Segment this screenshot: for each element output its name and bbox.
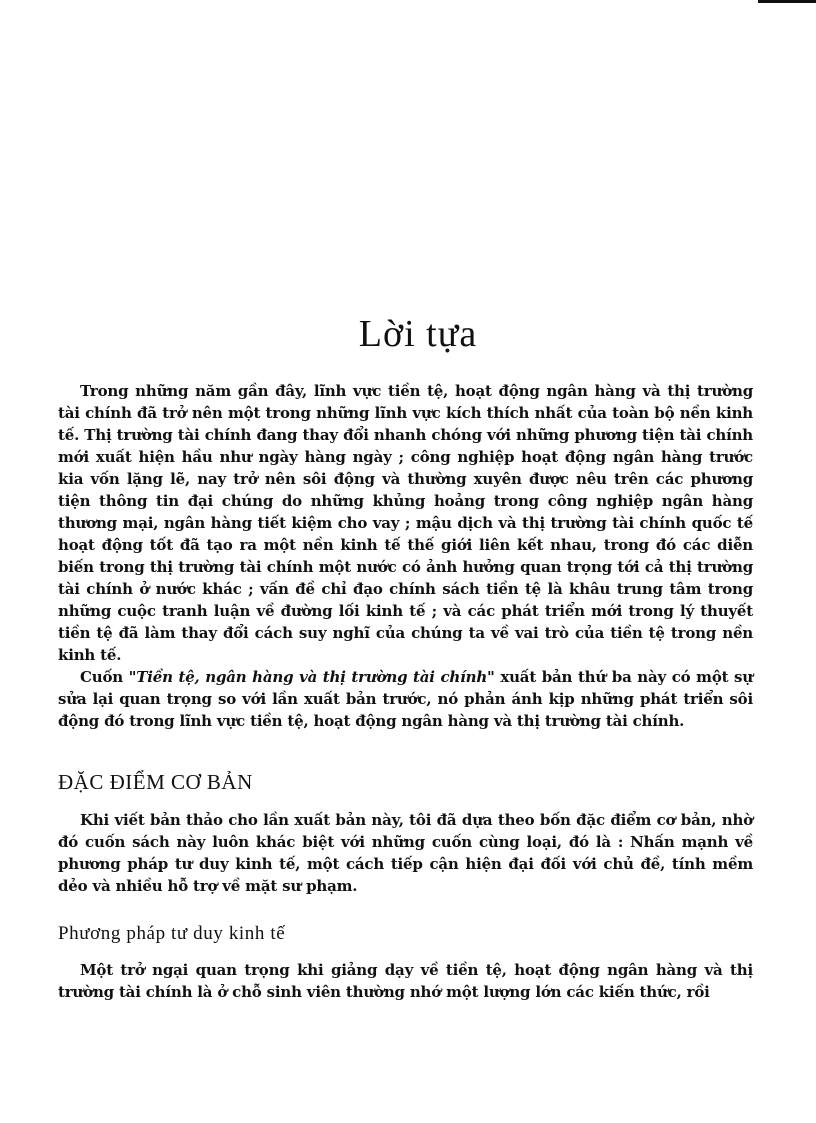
book-title: "Tiền tệ, ngân hàng và thị trường tài chính": [128, 668, 495, 686]
book-paragraph-rest: xuất bản thứ ba này có một sự sửa lại quan trọng so với lần xuất bản trước, nó phản ánh kịp những phát triển sôi động đó trong lĩnh vực tiền tệ, hoạt động ngân hàng và thị trường tài chính.: [58, 668, 753, 730]
top-edge-rule: [758, 0, 816, 3]
book-paragraph: [58, 666, 753, 732]
book-paragraph-lead: Cuốn: [80, 668, 129, 686]
section-heading: ĐẶC ĐIỂM CƠ BẢN: [58, 770, 253, 794]
page-body: [58, 380, 753, 1003]
subsection-paragraph: Một trở ngại quan trọng khi giảng dạy về tiền tệ, hoạt động ngân hàng và thị trường tài chính là ở chỗ sinh viên thường nhớ một lượng lớn các kiến thức, rồi: [58, 961, 753, 1001]
page-title: Lời tựa: [358, 313, 478, 355]
intro-paragraph: Trong những năm gần đây, lĩnh vực tiền tệ, hoạt động ngân hàng và thị trường tài chính đã trở nên một trong những lĩnh vực kích thích nhất của toàn bộ nền kinh tế. Thị trường tài chính đang thay đổi nhanh chóng với những phương tiện tài chính mới xuất hiện hầu như ngày hàng ngày ; công nghiệp hoạt động ngân hàng trước kia vốn lặng lẽ, nay trở nên sôi động và thường xuyên được nêu trên các phương tiện thông tin đại chúng do những khủng hoảng trong công nghiệp ngân hàng thương mại, ngân hàng tiết kiệm cho vay ; mậu dịch và thị trường tài chính quốc tế hoạt động tốt đã tạo ra một nền kinh tế thế giới liên kết nhau, trong đó các diễn biến trong thị trường tài chính một nước có ảnh hưởng quan trọng tới cả thị trường tài chính ở nước khác ; vấn đề chỉ đạo chính sách tiền tệ là khâu trung tâm trong những cuộc tranh luận về đường lối kinh tế ; và các phát triển mới trong lý thuyết tiền tệ đã làm thay đổi cách suy nghĩ của chúng ta về vai trò của tiền tệ trong nền kinh tế.: [58, 382, 753, 664]
subsection-heading: Phương pháp tư duy kinh tế: [58, 923, 286, 944]
section-paragraph: Khi viết bản thảo cho lần xuất bản này, tôi đã dựa theo bốn đặc điểm cơ bản, nhờ đó cuốn sách này luôn khác biệt với những cuốn cùng loại, đó là : Nhấn mạnh về phương pháp tư duy kinh tế, một cách tiếp cận hiện đại đối với chủ đề, tính mềm dẻo và nhiều hỗ trợ về mặt sư phạm.: [58, 811, 753, 895]
